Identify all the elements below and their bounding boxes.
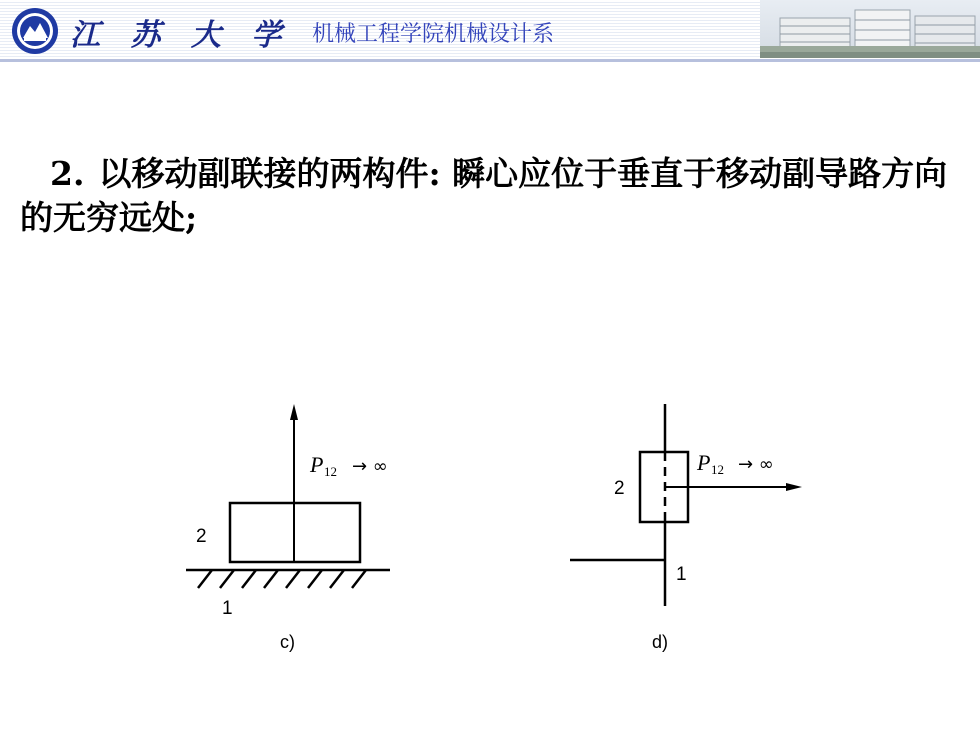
diagram-d-link-1-label: 1: [676, 564, 687, 585]
instant-center-diagrams: [0, 390, 980, 690]
statement-body: 以移动副联接的两构件: 瞬心应位于垂直于移动副导路方向的无穷远处;: [20, 154, 948, 237]
university-seal-icon: [10, 6, 60, 56]
diagram-c-pole-subscript: 12: [324, 464, 337, 479]
diagram-c-caption: c): [280, 632, 295, 652]
diagram-c-pole-label: P: [310, 452, 324, 477]
diagram-c-pole-value: → ∞: [352, 456, 388, 477]
diagram-d: [570, 404, 802, 652]
diagram-d-pole-subscript: 12: [711, 462, 724, 477]
diagram-d-link-2-label: 2: [614, 478, 625, 499]
diagram-c-link-1-label: 1: [222, 598, 233, 619]
diagram-d-arrowhead-icon: [786, 483, 802, 491]
diagram-c-arrowhead-icon: [290, 404, 298, 420]
diagram-c-link-2-label: 2: [196, 526, 207, 547]
statement-number: 2.: [50, 154, 85, 193]
diagram-d-caption: d): [652, 632, 669, 652]
diagram-d-pole-value: → ∞: [738, 454, 774, 475]
campus-building-photo: [760, 0, 980, 58]
diagram-c: [186, 404, 390, 652]
department-name: 机械工程学院机械设计系: [312, 22, 555, 47]
university-name: 江 苏 大 学: [70, 18, 292, 53]
diagram-c-ground-hatching: [198, 570, 366, 588]
header-divider: [0, 59, 980, 62]
slide-header: [0, 0, 980, 62]
diagram-d-pole-label: P: [697, 450, 711, 475]
statement-text: [20, 152, 970, 240]
